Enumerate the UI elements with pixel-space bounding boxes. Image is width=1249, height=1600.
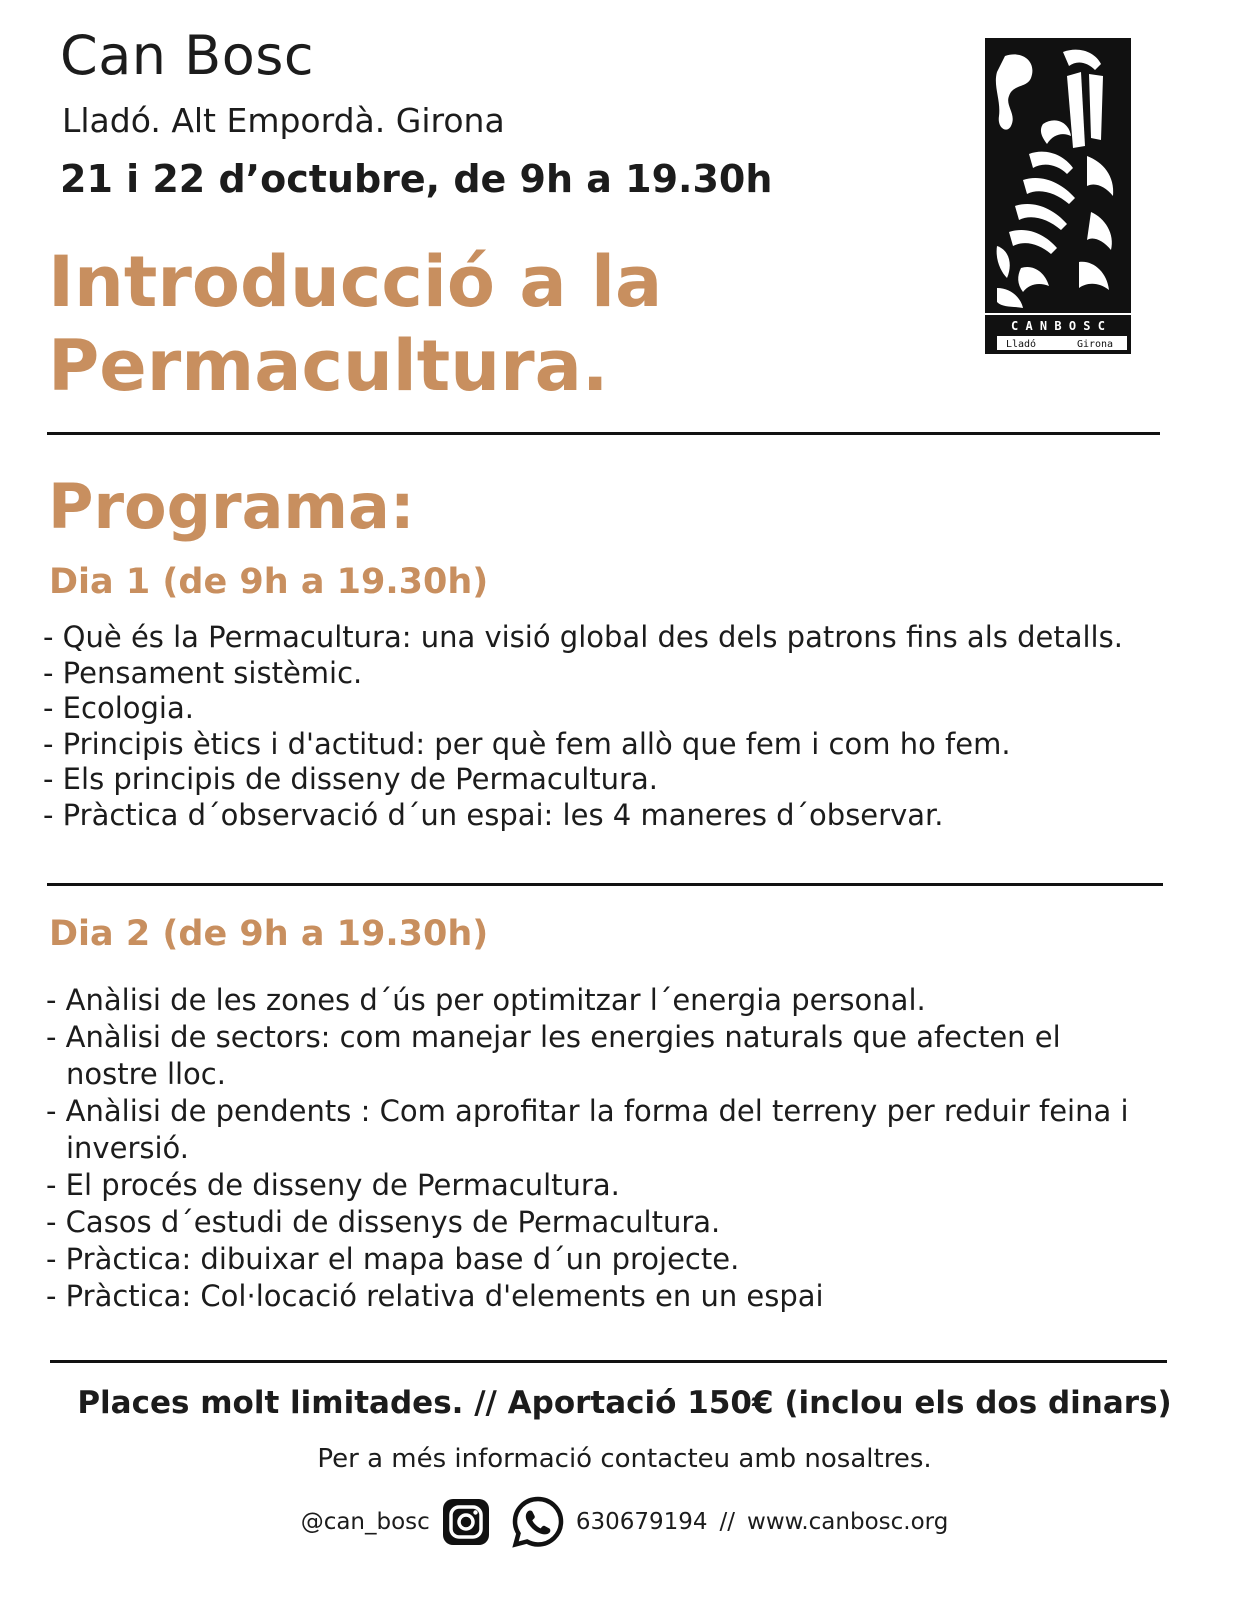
list-item: - Què és la Permacultura: una visió global des dels patrons fins als detalls.: [43, 620, 1123, 654]
contact-row: [0, 1494, 1249, 1550]
day1-heading: Dia 1 (de 9h a 19.30h): [49, 562, 489, 602]
list-item: - Pensament sistèmic.: [43, 655, 363, 690]
list-item: - Ecologia.: [43, 691, 194, 725]
instagram-handle[interactable]: @can_bosc: [300, 1509, 430, 1535]
event-dates: 21 i 22 d’octubre, de 9h a 19.30h: [60, 157, 773, 201]
logo-place-right: Girona: [1076, 339, 1114, 350]
places-and-price: Places molt limitades. // Aportació 150€ (inclou els dos dinars): [77, 1385, 1172, 1421]
list-item: - Anàlisi de les zones d´ús per optimitzar l´energia personal.: [46, 983, 926, 1017]
divider-top: [47, 432, 1160, 435]
list-item: - Principis ètics i d'actitud: per què fem allò que fem i com ho fem.: [43, 726, 1011, 761]
course-title-line-2: Permacultura.: [48, 325, 609, 407]
list-item: - El procés de disseny de Permacultura.: [46, 1168, 620, 1202]
contact-info-text: Per a més informació contacteu amb nosaltres.: [317, 1444, 932, 1474]
list-item: - Anàlisi de sectors: com manejar les energies naturals que afecten el nostre lloc.: [46, 1020, 1061, 1091]
instagram-icon[interactable]: [442, 1498, 490, 1546]
course-title-line-1: Introducció a la: [48, 241, 663, 323]
day1-list: [43, 620, 1123, 833]
list-item: - Pràctica: Col·locació relativa d'elements en un espai: [46, 1279, 824, 1313]
contact-separator: //: [719, 1509, 736, 1535]
program-heading: Programa:: [48, 470, 415, 543]
venue-name: Can Bosc: [60, 24, 315, 87]
website-link[interactable]: www.canbosc.org: [747, 1509, 949, 1535]
phone-number[interactable]: 630679194: [575, 1509, 708, 1535]
logo-place-left: Lladó: [1005, 339, 1037, 350]
can-bosc-logo: [983, 36, 1133, 356]
day2-heading: Dia 2 (de 9h a 19.30h): [49, 914, 489, 954]
divider-bottom: [50, 1360, 1167, 1363]
list-item: - Casos d´estudi de dissenys de Permacultura.: [46, 1205, 721, 1239]
list-item: - Els principis de disseny de Permacultura.: [43, 762, 658, 796]
venue-location: Lladó. Alt Empordà. Girona: [62, 101, 505, 140]
course-title: [48, 240, 948, 408]
logo-name: C A N B O S C: [1011, 319, 1105, 333]
day2-list: [46, 982, 1136, 1315]
list-item: - Pràctica: dibuixar el mapa base d´un projecte.: [46, 1242, 740, 1276]
whatsapp-icon[interactable]: [512, 1496, 564, 1548]
list-item: - Anàlisi de pendents : Com aprofitar la forma del terreny per reduir feina i inversió.: [46, 1094, 1129, 1165]
divider-middle: [47, 883, 1163, 886]
list-item: - Pràctica d´observació d´un espai: les 4 maneres d´observar.: [43, 797, 944, 832]
